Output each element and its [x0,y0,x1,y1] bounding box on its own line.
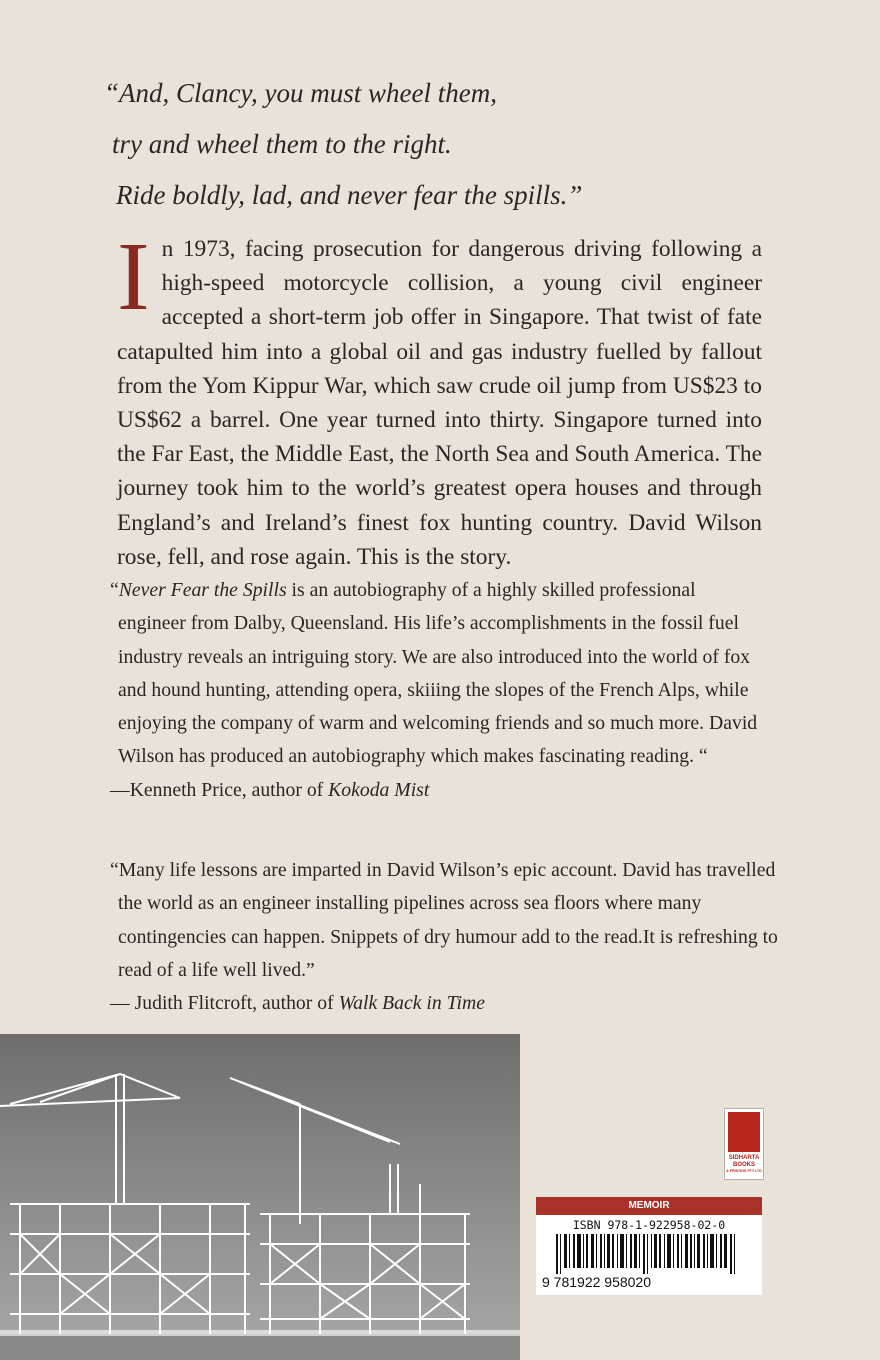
barcode-number: 9 781922 958020 [542,1274,651,1290]
attribution-title: Walk Back in Time [338,992,485,1015]
attribution-author: — Judith Flitcroft, author of [110,992,339,1015]
barcode-bars [556,1234,735,1274]
drop-cap: I [117,223,150,331]
epigraph-line-1: “And, Clancy, you must wheel them, [104,78,497,108]
publisher-logo [724,1108,764,1180]
review-attribution [110,774,765,807]
epigraph [104,68,804,221]
review-body [110,574,765,774]
category-label: MEMOIR [536,1197,762,1215]
book-blurb [117,223,762,574]
review-text: is an autobiography of a highly skilled professional engineer from Dalby, Queensland. His life’s accomplishments in the fossil fuel industry reveals an intriguing story. We are also introduced into the world of fox and hound hunting, attending opera, skiiing the slopes of the French Alps, while enjoying the company of warm and welcoming friends and so much more. David Wilson has produced an autobiography which makes fascinating reading. “ [118,579,758,768]
attribution-title: Kokoda Mist [328,778,430,801]
publisher-name-line-2: BOOKS [732,1162,755,1168]
barcode-image [546,1234,752,1274]
open-quote: “ [110,579,119,601]
review-judith-flitcroft [110,854,780,1020]
blurb-text: n 1973, facing prosecution for dangerous driving following a high-speed motorcycle collision, a young civil engineer accepted a short-term job offer in Singapore. That twist of fate catapulted him into a global oil and gas industry fuelled by fallout from the Yom Kippur War, which saw crude oil jump from US$23 to US$62 a barrel. One year turned into thirty. Singapore turned into the Far East, the Middle East, the North Sea and South America. The journey took him to the world’s greatest opera houses and through England’s and Ireland’s finest fox hunting country. David Wilson rose, fell, and rose again. This is the story. [117,236,762,570]
attribution-author: —Kenneth Price, author of [110,778,329,801]
publisher-name-line-1: SIDHARTA [728,1155,760,1161]
publisher-name [725,1155,763,1174]
isbn-text: ISBN 978-1-922958-02-0 [572,1218,726,1232]
review-body: “Many life lessons are imparted in David Wilson’s epic account. David has travelled the world as an engineer installing pipelines across sea floors where many contingencies can happen. Snippets of dry humour add to the read.It is refreshing to read of a life well lived.” [110,859,778,981]
oil-platform-photo [0,1034,520,1360]
publisher-emblem [728,1112,760,1152]
publisher-name-line-3: & PRINTING PTY LTD [726,1169,762,1173]
book-title: Never Fear the Spills [118,579,287,601]
isbn-barcode-block [536,1197,762,1295]
review-kenneth-price [110,574,765,807]
epigraph-line-3: Ride boldly, lad, and never fear the spills.” [116,180,583,210]
epigraph-line-2: try and wheel them to the right. [112,129,452,159]
review-attribution [110,987,780,1020]
oil-platform-illustration [0,1034,520,1360]
